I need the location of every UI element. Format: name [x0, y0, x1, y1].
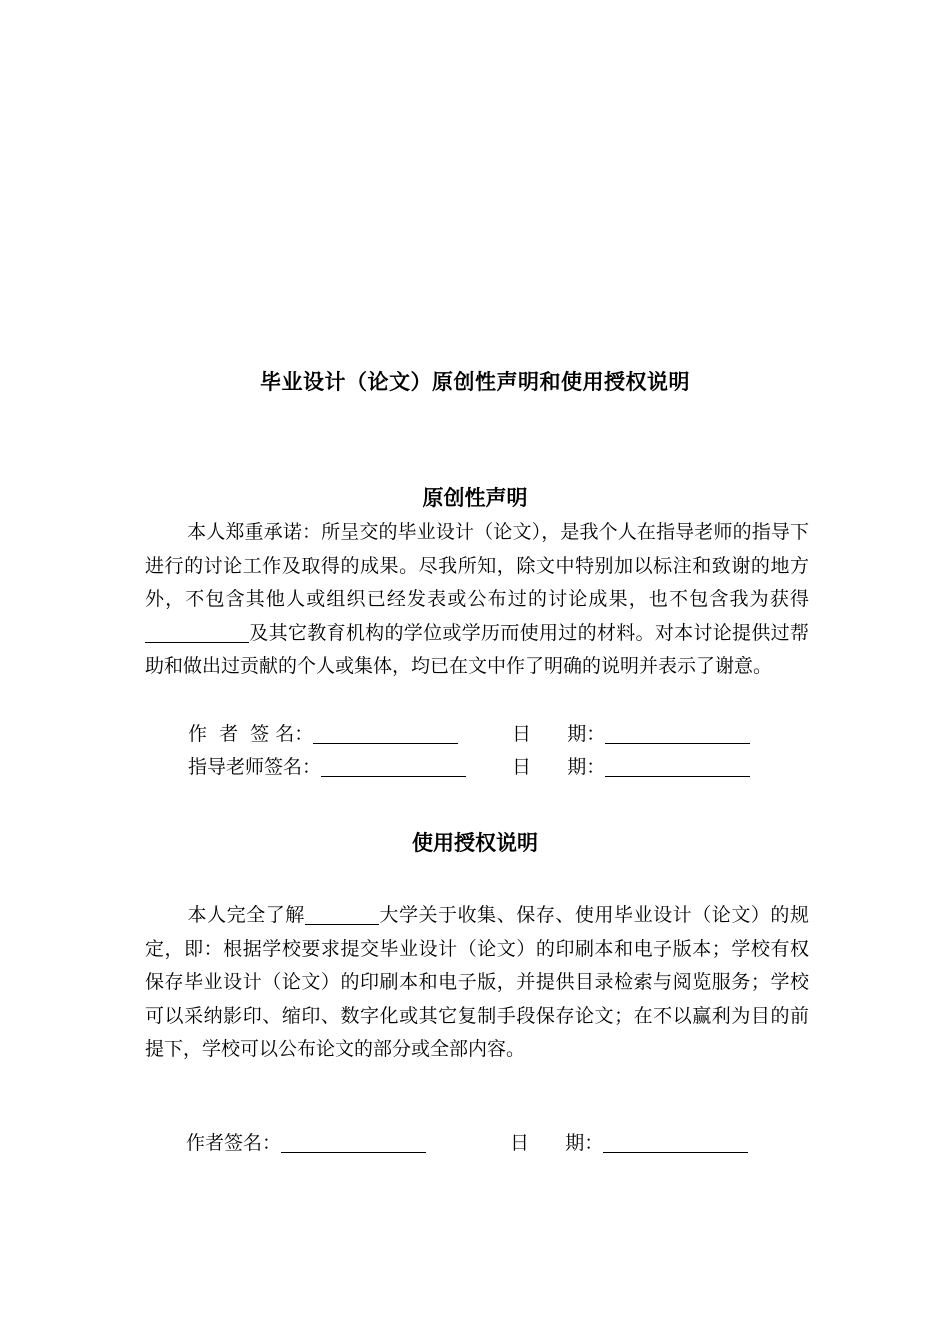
advisor-signature-field[interactable]: [321, 755, 466, 777]
auth-date-row: [510, 1127, 748, 1161]
auth-author-signature-label: 作者签名：: [186, 1132, 282, 1154]
originality-heading: 原创性声明: [422, 486, 528, 510]
author-date-label: 日 期：: [512, 723, 606, 745]
auth-author-signature-field[interactable]: [281, 1131, 426, 1153]
advisor-date-label: 日 期：: [512, 756, 606, 778]
authorization-text-2: 大学关于收集、保存、使用毕业设计（论文）的规定，即：根据学校要求提交毕业设计（论文）的印刷本和电子版本；学校有权保存毕业设计（论文）的印刷本和电子版，并提供目录检索与阅览服务；学校可以采纳影印、缩印、数字化或其它复制手段保存论文；在不以赢利为目的前提下，学校可以公布论文的部分或全部内容。: [145, 904, 809, 1060]
authorization-text-1: 本人完全了解: [187, 904, 305, 926]
author-signature-field[interactable]: [313, 722, 458, 744]
authorization-paragraph: [145, 899, 809, 1067]
university-blank-field[interactable]: [305, 903, 379, 925]
advisor-date-field[interactable]: [605, 755, 750, 777]
author-signature-row: [188, 718, 458, 752]
originality-paragraph: [145, 516, 809, 684]
auth-author-signature-row: [186, 1127, 426, 1161]
auth-date-field[interactable]: [603, 1131, 748, 1153]
author-date-row: [512, 718, 750, 752]
authorization-heading: 使用授权说明: [412, 831, 538, 855]
author-date-field[interactable]: [605, 722, 750, 744]
advisor-signature-label: 指导老师签名：: [188, 756, 322, 778]
originality-text-2: 及其它教育机构的学位或学历而使用过的材料。对本讨论提供过帮助和做出过贡献的个人或集体，均已在文中作了明确的说明并表示了谢意。: [145, 621, 809, 677]
originality-text-1: 本人郑重承诺：所呈交的毕业设计（论文），是我个人在指导老师的指导下进行的讨论工作及取得的成果。尽我所知，除文中特别加以标注和致谢的地方外，不包含其他人或组织已经发表或公布过的讨论成果，也不包含我为获得: [145, 521, 809, 610]
page-title: 毕业设计（论文）原创性声明和使用授权说明: [260, 370, 690, 394]
degree-blank-field[interactable]: [145, 621, 249, 643]
author-signature-label: 作 者 签 名：: [188, 723, 314, 745]
advisor-signature-row: [188, 751, 466, 785]
auth-date-label: 日 期：: [510, 1132, 604, 1154]
advisor-date-row: [512, 751, 750, 785]
